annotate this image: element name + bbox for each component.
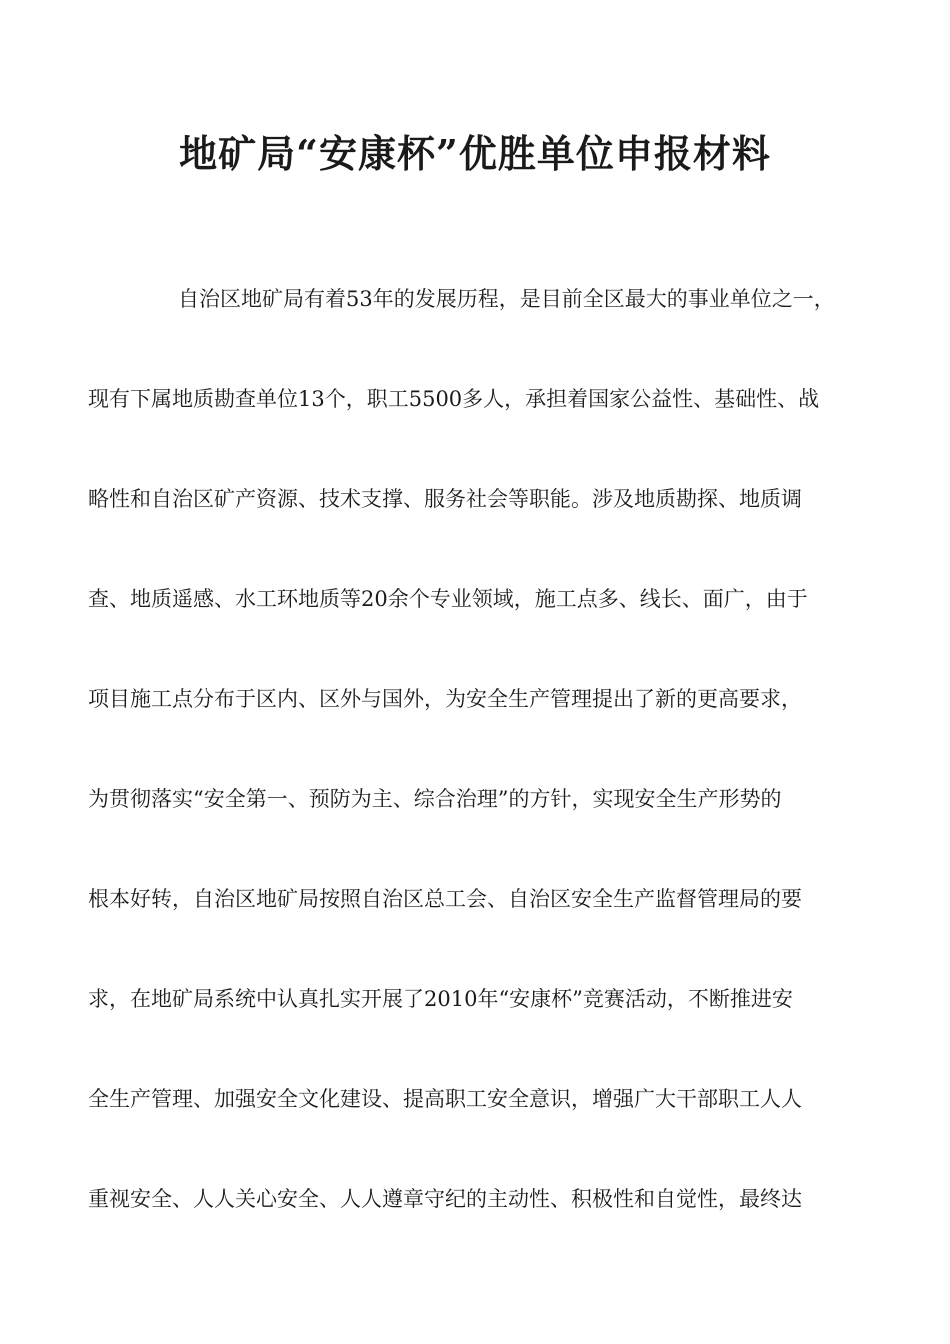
document-title: 地矿局“安康杯”优胜单位申报材料 — [179, 131, 771, 176]
body-line-7: 根本好转，自治区地矿局按照自治区总工会、自治区安全生产监督管理局的要 — [88, 887, 802, 911]
body-line-4: 查、地质遥感、水工环地质等20余个专业领域，施工点多、线长、面广，由于 — [88, 587, 808, 611]
body-line-6: 为贯彻落实“安全第一、预防为主、综合治理”的方针，实现安全生产形势的 — [88, 787, 782, 811]
body-line-9: 全生产管理、加强安全文化建设、提高职工安全意识，增强广大干部职工人人 — [88, 1087, 802, 1111]
body-line-1: 自治区地矿局有着53年的发展历程，是目前全区最大的事业单位之一， — [178, 287, 835, 311]
body-line-5: 项目施工点分布于区内、区外与国外，为安全生产管理提出了新的更高要求， — [88, 687, 802, 711]
document-body — [88, 282, 878, 1282]
body-line-2: 现有下属地质勘查单位13个，职工5500多人，承担着国家公益性、基础性、战 — [88, 387, 820, 411]
body-line-8: 求，在地矿局系统中认真扎实开展了2010年“安康杯”竞赛活动，不断推进安 — [88, 987, 793, 1011]
body-line-3: 略性和自治区矿产资源、技术支撑、服务社会等职能。涉及地质勘探、地质调 — [88, 487, 802, 511]
body-line-10: 重视安全、人人关心安全、人人遵章守纪的主动性、积极性和自觉性，最终达 — [88, 1187, 802, 1211]
